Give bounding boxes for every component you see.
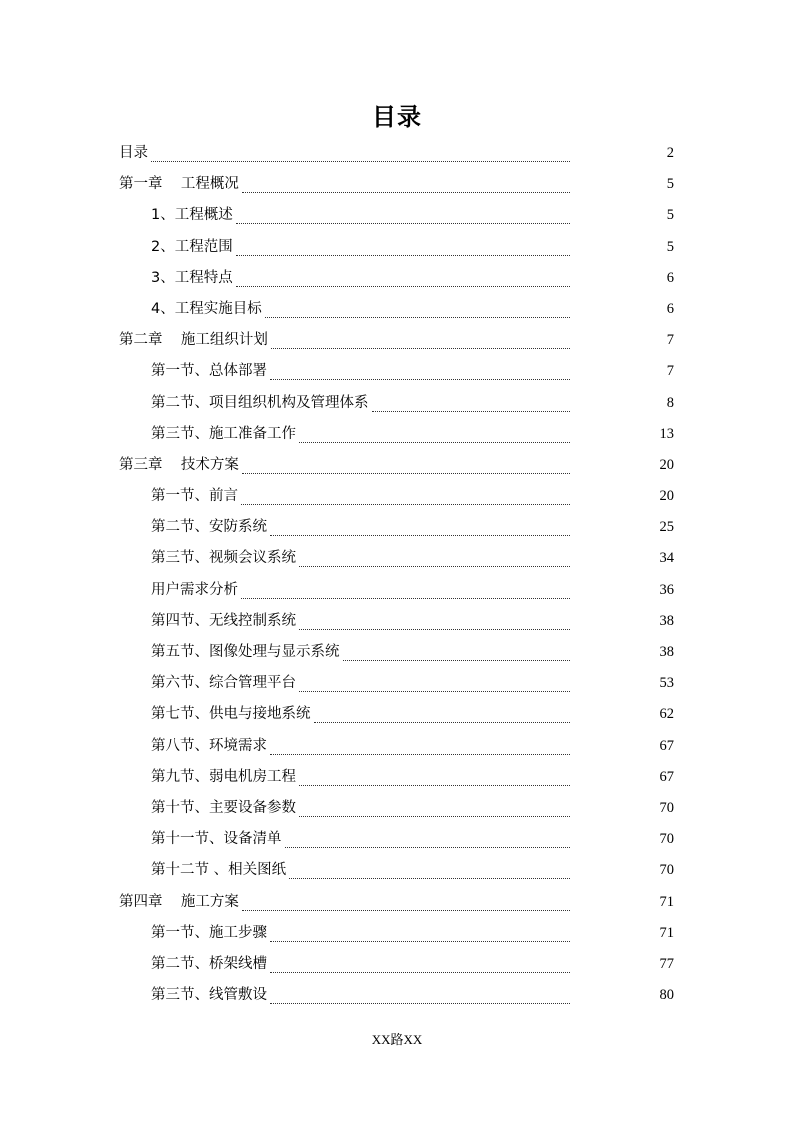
toc-entry[interactable] [0,763,794,794]
toc-entry-label: 3、工程特点 [151,269,233,286]
toc-entry-label: 第七节、供电与接地系统 [151,706,311,723]
toc-dot-leader [372,409,570,412]
toc-entry-page-number: 13 [659,425,674,442]
toc-entry-label: 第三节、施工准备工作 [151,425,296,442]
toc-entry-page-number: 67 [659,737,674,754]
toc-entry-page-number: 20 [659,456,674,473]
toc-dot-leader [299,783,570,786]
toc-entry-label: 第一章 工程概况 [119,176,239,193]
toc-entry-page-number: 5 [666,207,674,224]
toc-entry-label: 第四章 施工方案 [119,893,239,910]
toc-entry-page-number: 80 [659,987,674,1004]
toc-entry-page-number: 8 [666,394,674,411]
toc-entry-label: 第一节、前言 [151,488,238,505]
toc-entry-page-number: 71 [659,924,674,941]
toc-entry[interactable] [0,669,794,700]
toc-entry-label: 第六节、综合管理平台 [151,675,296,692]
toc-dot-leader [299,814,570,817]
toc-dot-leader [236,221,570,224]
toc-dot-leader [299,564,570,567]
toc-entry-label: 第三章 技术方案 [119,456,239,473]
toc-entry-label: 第一节、总体部署 [151,363,267,380]
toc-entry[interactable] [0,513,794,544]
toc-dot-leader [299,440,570,443]
toc-entry-label: 第二节、项目组织机构及管理体系 [151,394,369,411]
toc-entry[interactable] [0,139,794,170]
toc-entry-page-number: 71 [659,893,674,910]
toc-entry[interactable] [0,576,794,607]
toc-entry-page-number: 34 [659,550,674,567]
toc-dot-leader [242,190,570,193]
toc-dot-leader [270,970,570,973]
toc-dot-leader [236,284,570,287]
toc-entry-label: 第一节、施工步骤 [151,924,267,941]
toc-dot-leader [289,876,570,879]
toc-entry-page-number: 70 [659,862,674,879]
toc-entry[interactable] [0,981,794,1012]
toc-entry-page-number: 5 [666,238,674,255]
toc-dot-leader [265,315,570,318]
toc-dot-leader [242,908,570,911]
toc-entry-label: 第五节、图像处理与显示系统 [151,644,340,660]
toc-dot-leader [270,752,570,755]
toc-entry-label: 第八节、环境需求 [151,737,267,754]
toc-entry-label: 第三节、线管敷设 [151,987,267,1004]
toc-entry[interactable] [0,201,794,232]
toc-dot-leader [241,502,570,505]
toc-dot-leader [242,471,570,474]
toc-entry-page-number: 38 [659,612,674,629]
toc-entry-label: 第十节、主要设备参数 [151,799,296,816]
toc-entry-page-number: 70 [659,831,674,848]
toc-dot-leader [299,689,570,692]
toc-entry-page-number: 7 [666,332,674,349]
toc-entry-label: 目录 [119,145,148,161]
toc-entry[interactable] [0,295,794,326]
toc-entry[interactable] [0,919,794,950]
toc-entry-page-number: 7 [666,363,674,380]
toc-dot-leader [241,596,570,599]
toc-entry-page-number: 38 [659,644,674,660]
toc-entry[interactable] [0,420,794,451]
toc-entry-label: 第十一节、设备清单 [151,831,282,848]
toc-entry[interactable] [0,326,794,357]
toc-entry-page-number: 20 [659,488,674,505]
toc-entry-page-number: 6 [666,269,674,286]
toc-dot-leader [285,845,570,848]
toc-entry-page-number: 25 [659,519,674,536]
toc-entry[interactable] [0,170,794,201]
table-of-contents [0,139,794,1012]
toc-entry[interactable] [0,856,794,887]
toc-entry-label: 第二节、安防系统 [151,519,267,536]
toc-dot-leader [299,627,570,630]
toc-entry-label: 第三节、视频会议系统 [151,550,296,567]
toc-entry-page-number: 70 [659,799,674,816]
toc-entry-page-number: 77 [659,955,674,972]
toc-entry[interactable] [0,700,794,731]
toc-entry-page-number: 36 [659,581,674,598]
toc-dot-leader [270,939,570,942]
toc-entry[interactable] [0,607,794,638]
toc-entry[interactable] [0,794,794,825]
toc-entry-label: 用户需求分析 [151,581,238,598]
toc-entry[interactable] [0,638,794,669]
toc-dot-leader [270,1001,570,1004]
toc-dot-leader [151,159,570,162]
toc-entry[interactable] [0,233,794,264]
toc-entry-label: 第二章 施工组织计划 [119,332,268,349]
toc-entry-page-number: 6 [666,300,674,317]
toc-entry[interactable] [0,732,794,763]
toc-dot-leader [271,346,570,349]
toc-entry-label: 4、工程实施目标 [151,300,262,317]
toc-entry-label: 第四节、无线控制系统 [151,612,296,629]
toc-dot-leader [270,533,570,536]
toc-entry[interactable] [0,451,794,482]
toc-entry-page-number: 53 [659,675,674,692]
toc-entry[interactable] [0,357,794,388]
toc-dot-leader [314,720,570,723]
toc-entry[interactable] [0,888,794,919]
toc-entry[interactable] [0,544,794,575]
toc-entry[interactable] [0,264,794,295]
toc-dot-leader [236,253,570,256]
toc-entry-page-number: 67 [659,768,674,785]
toc-entry[interactable] [0,950,794,981]
toc-entry-page-number: 62 [659,706,674,723]
toc-dot-leader [270,377,570,380]
toc-entry-label: 2、工程范围 [151,238,233,255]
toc-entry[interactable] [0,825,794,856]
toc-entry-page-number: 2 [666,145,674,161]
toc-entry-label: 第九节、弱电机房工程 [151,768,296,785]
toc-entry[interactable] [0,482,794,513]
toc-dot-leader [343,658,570,661]
page-footer: XX路XX [371,1032,423,1047]
toc-entry-label: 第二节、桥架线槽 [151,955,267,972]
toc-entry[interactable] [0,389,794,420]
page-title: 目录 [372,103,422,131]
toc-entry-label: 第十二节 、相关图纸 [151,862,287,879]
toc-entry-label: 1、工程概述 [151,207,233,224]
toc-entry-page-number: 5 [666,176,674,193]
